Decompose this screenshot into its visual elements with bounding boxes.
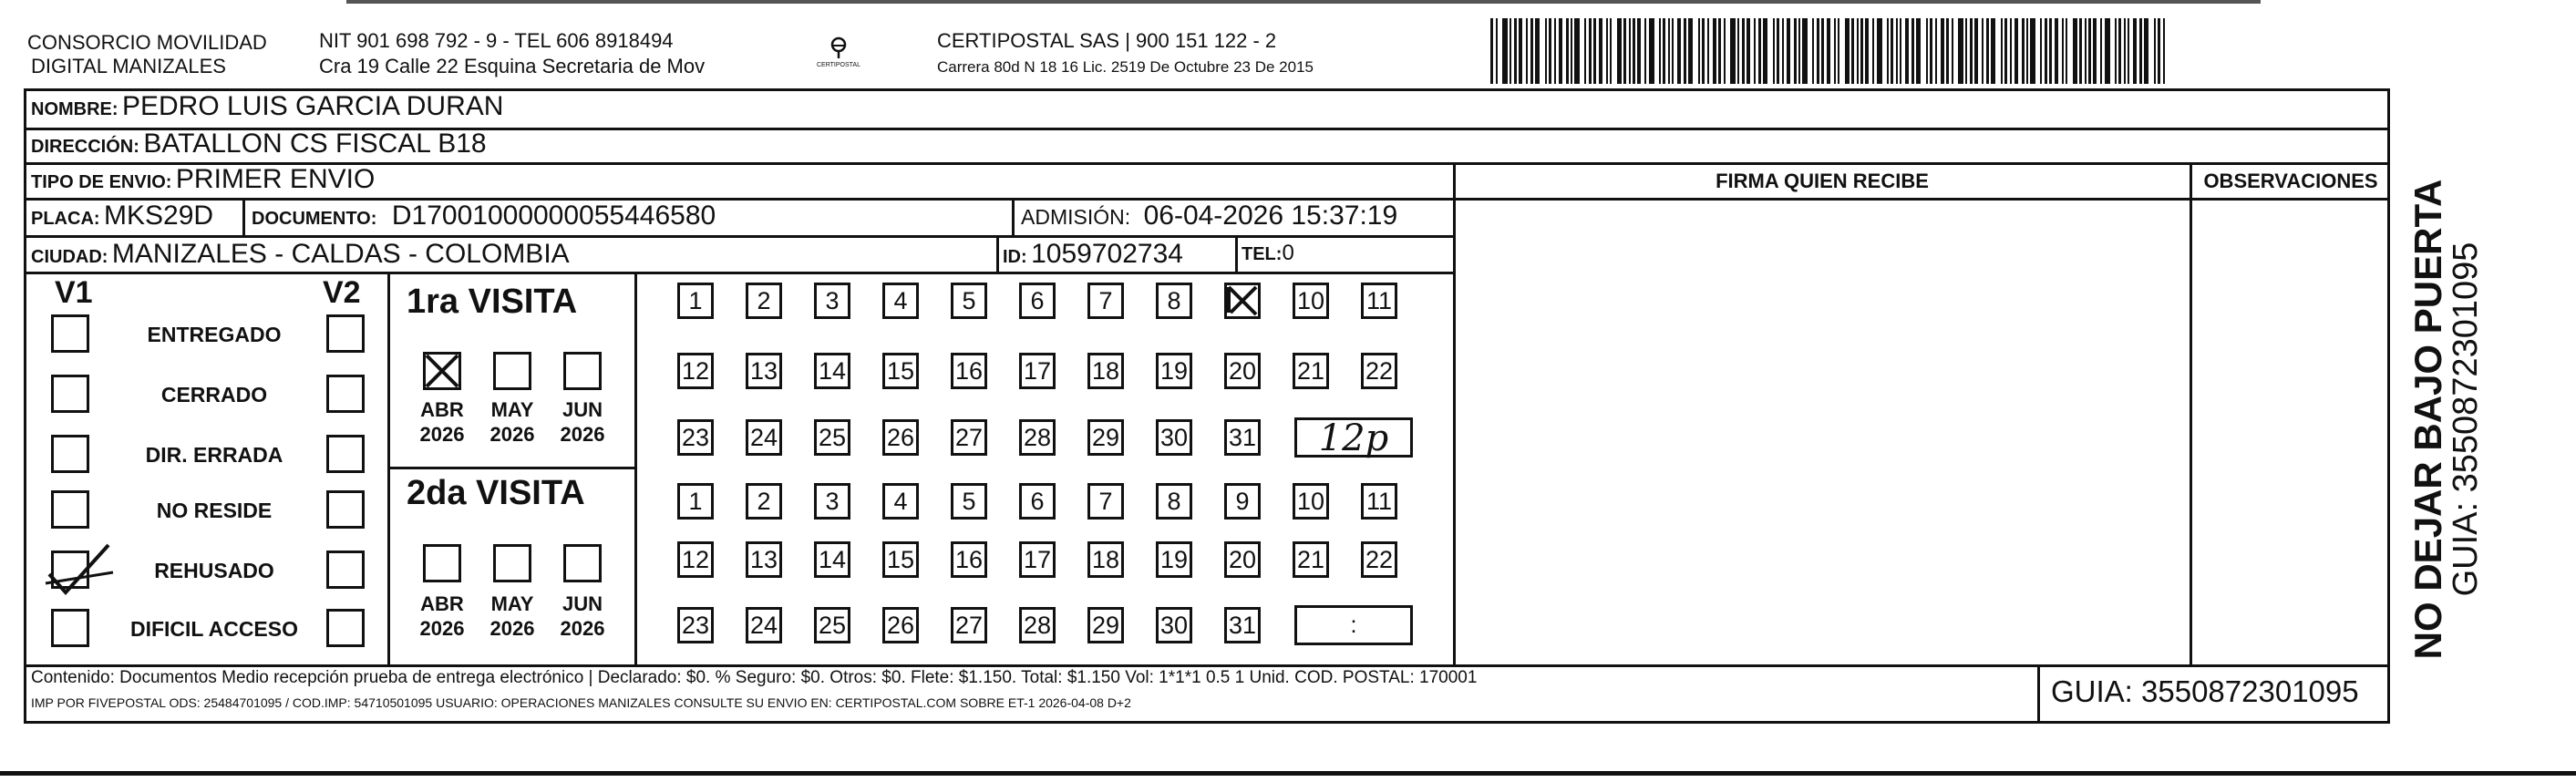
- day-box[interactable]: 27: [951, 419, 987, 456]
- year-label: 2026: [489, 423, 535, 446]
- direccion-row: [31, 129, 487, 159]
- direccion-label: DIRECCIÓN:: [31, 137, 139, 157]
- side-vertical-text: [2406, 109, 2498, 729]
- day-x-mark-icon: [1227, 285, 1258, 316]
- month-checkbox[interactable]: [423, 544, 461, 582]
- barcode: [1490, 18, 2169, 84]
- month-label: MAY: [490, 398, 534, 421]
- tipo-value: PRIMER ENVIO: [175, 164, 376, 194]
- month-label: ABR: [420, 592, 464, 615]
- day-box[interactable]: 3: [814, 483, 850, 520]
- documento-row: [252, 201, 716, 232]
- day-box[interactable]: 10: [1293, 283, 1329, 319]
- courier-line2: Carrera 80d N 18 16 Lic. 2519 De Octubre 23 De 2015: [937, 58, 1314, 76]
- day-box[interactable]: 21: [1293, 353, 1329, 389]
- month-checkbox[interactable]: [563, 544, 602, 582]
- placa-value: MKS29D: [104, 201, 214, 231]
- row-divider-4: [24, 235, 1455, 238]
- id-value: 1059702734: [1031, 239, 1183, 269]
- day-box[interactable]: 23: [677, 607, 714, 643]
- month-checkbox[interactable]: [493, 544, 531, 582]
- status-label: DIFICIL ACCESO: [129, 617, 298, 641]
- day-box[interactable]: 14: [814, 353, 850, 389]
- day-box[interactable]: 26: [882, 419, 919, 456]
- tipo-row: [31, 164, 375, 195]
- day-box[interactable]: 12: [677, 541, 714, 578]
- day-box[interactable]: 31: [1224, 607, 1261, 643]
- day-box[interactable]: 31: [1224, 419, 1261, 456]
- status-label: REHUSADO: [154, 559, 274, 582]
- firma-left-border: [1453, 162, 1456, 666]
- status-label: NO RESIDE: [156, 499, 273, 522]
- month-label: JUN: [562, 592, 603, 615]
- first-visit-time-box[interactable]: 12p: [1294, 417, 1413, 458]
- day-box[interactable]: 29: [1087, 607, 1124, 643]
- day-box[interactable]: 23: [677, 419, 714, 456]
- day-box[interactable]: 29: [1087, 419, 1124, 456]
- day-box[interactable]: 22: [1361, 541, 1397, 578]
- year-label: 2026: [560, 423, 605, 446]
- v2-checkbox[interactable]: [326, 435, 365, 473]
- day-box[interactable]: 11: [1361, 483, 1397, 520]
- month-x-mark-icon: [423, 352, 461, 390]
- day-box[interactable]: 20: [1224, 353, 1261, 389]
- day-box[interactable]: 30: [1156, 607, 1192, 643]
- day-box[interactable]: 28: [1019, 607, 1056, 643]
- footer-guia-border: [2037, 664, 2040, 724]
- day-box[interactable]: 26: [882, 607, 919, 643]
- day-box[interactable]: 28: [1019, 419, 1056, 456]
- nombre-label: NOMBRE:: [31, 99, 118, 119]
- day-box[interactable]: 15: [882, 541, 919, 578]
- day-box[interactable]: 6: [1019, 283, 1056, 319]
- tel-value: 0: [1282, 241, 1294, 265]
- day-box[interactable]: 19: [1156, 353, 1192, 389]
- v1-checkbox[interactable]: [51, 435, 89, 473]
- day-box[interactable]: 8: [1156, 283, 1192, 319]
- day-box[interactable]: 2: [746, 483, 782, 520]
- day-box[interactable]: 27: [951, 607, 987, 643]
- day-box[interactable]: 17: [1019, 353, 1056, 389]
- ciudad-value: MANIZALES - CALDAS - COLOMBIA: [111, 239, 570, 269]
- day-box[interactable]: 11: [1361, 283, 1397, 319]
- v1-checkbox[interactable]: [51, 490, 89, 529]
- v1-label: V1: [55, 275, 93, 310]
- day-box[interactable]: 16: [951, 353, 987, 389]
- v1-checkbox[interactable]: [51, 375, 89, 413]
- row-divider-2: [24, 162, 2390, 165]
- year-label: 2026: [419, 617, 465, 640]
- side-warning: NO DEJAR BAJO PUERTA: [2406, 179, 2449, 660]
- day-box[interactable]: 5: [951, 283, 987, 319]
- day-box[interactable]: 14: [814, 541, 850, 578]
- tel-row: [1242, 241, 1294, 266]
- year-label: 2026: [560, 617, 605, 640]
- documento-label: DOCUMENTO:: [252, 209, 377, 229]
- courier-line1: CERTIPOSTAL SAS | 900 151 122 - 2: [937, 29, 1277, 52]
- firma-header-divider: [1453, 198, 2390, 201]
- admision-value: 06-04-2026 15:37:19: [1143, 201, 1398, 231]
- day-box[interactable]: 18: [1087, 353, 1124, 389]
- day-box[interactable]: 6: [1019, 483, 1056, 520]
- tel-divider: [1235, 235, 1238, 272]
- month-checkbox[interactable]: [493, 352, 531, 390]
- admision-label: ADMISIÓN:: [1021, 205, 1131, 229]
- observations-area[interactable]: [2193, 201, 2388, 663]
- observaciones-header: OBSERVACIONES: [2203, 170, 2378, 192]
- footer-line1: Contenido: Documentos Medio recepción prueba de entrega electrónico | Declarado: $0. % Seguro: $0. Otros: $0. Flete: $1.150. Total: $1.150 Vol: 1*1*1 0.5 1 Unid. COD. POSTAL: 170001: [31, 668, 1478, 687]
- visit-divider: [387, 467, 634, 469]
- day-box[interactable]: 10: [1293, 483, 1329, 520]
- day-box[interactable]: 15: [882, 353, 919, 389]
- day-box[interactable]: 24: [746, 419, 782, 456]
- day-box[interactable]: 18: [1087, 541, 1124, 578]
- v1-checkbox[interactable]: [51, 609, 89, 647]
- placa-row: [31, 201, 213, 232]
- v2-checkbox[interactable]: [326, 314, 365, 353]
- day-box[interactable]: 9: [1224, 483, 1261, 520]
- id-label: ID:: [1003, 247, 1027, 267]
- day-box[interactable]: 24: [746, 607, 782, 643]
- signature-area[interactable]: [1457, 201, 2188, 663]
- day-box[interactable]: 13: [746, 541, 782, 578]
- placa-label: PLACA:: [31, 209, 100, 229]
- v2-checkbox[interactable]: [326, 609, 365, 647]
- v2-label: V2: [323, 275, 361, 310]
- day-box[interactable]: 25: [814, 419, 850, 456]
- nombre-value: PEDRO LUIS GARCIA DURAN: [122, 91, 504, 121]
- day-box[interactable]: 7: [1087, 483, 1124, 520]
- day-box[interactable]: 3: [814, 283, 850, 319]
- footer-guia: GUIA: 3550872301095: [2051, 674, 2359, 708]
- status-label: DIR. ERRADA: [145, 443, 283, 467]
- day-box[interactable]: 13: [746, 353, 782, 389]
- tel-label: TEL:: [1242, 244, 1283, 264]
- day-box[interactable]: [1224, 283, 1261, 319]
- day-box[interactable]: 17: [1019, 541, 1056, 578]
- company-line2: DIGITAL MANIZALES: [31, 55, 226, 77]
- nombre-row: [31, 91, 503, 122]
- v2-checkbox[interactable]: [326, 490, 365, 529]
- company-line1: CONSORCIO MOVILIDAD: [27, 31, 267, 54]
- v1-checkbox[interactable]: [51, 314, 89, 353]
- bottom-edge-line: [0, 771, 2576, 776]
- day-box[interactable]: 1: [677, 483, 714, 520]
- second-visit-title: 2da VISITA: [407, 474, 585, 512]
- month-label: MAY: [490, 592, 534, 615]
- v2-checkbox[interactable]: [326, 550, 365, 589]
- nit-line2: Cra 19 Calle 22 Esquina Secretaria de Mov: [319, 55, 706, 77]
- top-edge-strip: [346, 0, 2261, 4]
- footer-divider: [24, 664, 2390, 667]
- day-box[interactable]: 20: [1224, 541, 1261, 578]
- footer-line2: IMP POR FIVEPOSTAL ODS: 25484701095 / COD.IMP: 54710501095 USUARIO: OPERACIONES MANIZALES CONSULTE SU ENVIO EN: CERTIPOSTAL.COM SOBRE ET-1 2026-04-08 D+2: [31, 695, 1131, 710]
- admision-row: [1021, 201, 1397, 232]
- tipo-label: TIPO DE ENVIO:: [31, 172, 172, 192]
- status-label: CERRADO: [160, 383, 268, 406]
- day-box[interactable]: 25: [814, 607, 850, 643]
- day-box[interactable]: 5: [951, 483, 987, 520]
- ciudad-label: CIUDAD:: [31, 247, 108, 267]
- firma-header: FIRMA QUIEN RECIBE: [1716, 170, 1929, 192]
- row-divider-5: [24, 272, 1455, 274]
- id-row: [1003, 239, 1183, 270]
- month-checkbox[interactable]: [563, 352, 602, 390]
- nit-line1: NIT 901 698 792 - 9 - TEL 606 8918494: [319, 29, 674, 52]
- day-box[interactable]: 12: [677, 353, 714, 389]
- day-box[interactable]: 30: [1156, 419, 1192, 456]
- ciudad-row: [31, 239, 570, 270]
- day-box[interactable]: 21: [1293, 541, 1329, 578]
- year-label: 2026: [489, 617, 535, 640]
- day-box[interactable]: 19: [1156, 541, 1192, 578]
- day-box[interactable]: 16: [951, 541, 987, 578]
- day-box[interactable]: 1: [677, 283, 714, 319]
- second-visit-time-box[interactable]: :: [1294, 605, 1413, 645]
- month-label: JUN: [562, 398, 603, 421]
- v2-checkbox[interactable]: [326, 375, 365, 413]
- side-guia: GUIA: 3550872301095: [2447, 242, 2485, 597]
- day-box[interactable]: 7: [1087, 283, 1124, 319]
- certipostal-logo-icon: CERTIPOSTAL: [811, 35, 866, 71]
- year-label: 2026: [419, 423, 465, 446]
- day-box[interactable]: 2: [746, 283, 782, 319]
- first-visit-title: 1ra VISITA: [407, 283, 578, 321]
- status-label: ENTREGADO: [147, 323, 282, 346]
- obs-left-border: [2190, 162, 2192, 666]
- day-box[interactable]: 22: [1361, 353, 1397, 389]
- admision-divider: [1012, 198, 1015, 235]
- direccion-value: BATALLON CS FISCAL B18: [143, 129, 487, 159]
- day-box[interactable]: 4: [882, 483, 919, 520]
- id-divider: [996, 235, 999, 272]
- day-box[interactable]: 8: [1156, 483, 1192, 520]
- documento-value: D17001000000055446580: [391, 201, 716, 231]
- month-label: ABR: [420, 398, 464, 421]
- placa-divider: [242, 198, 245, 235]
- day-box[interactable]: 4: [882, 283, 919, 319]
- visit-right-border: [634, 272, 637, 664]
